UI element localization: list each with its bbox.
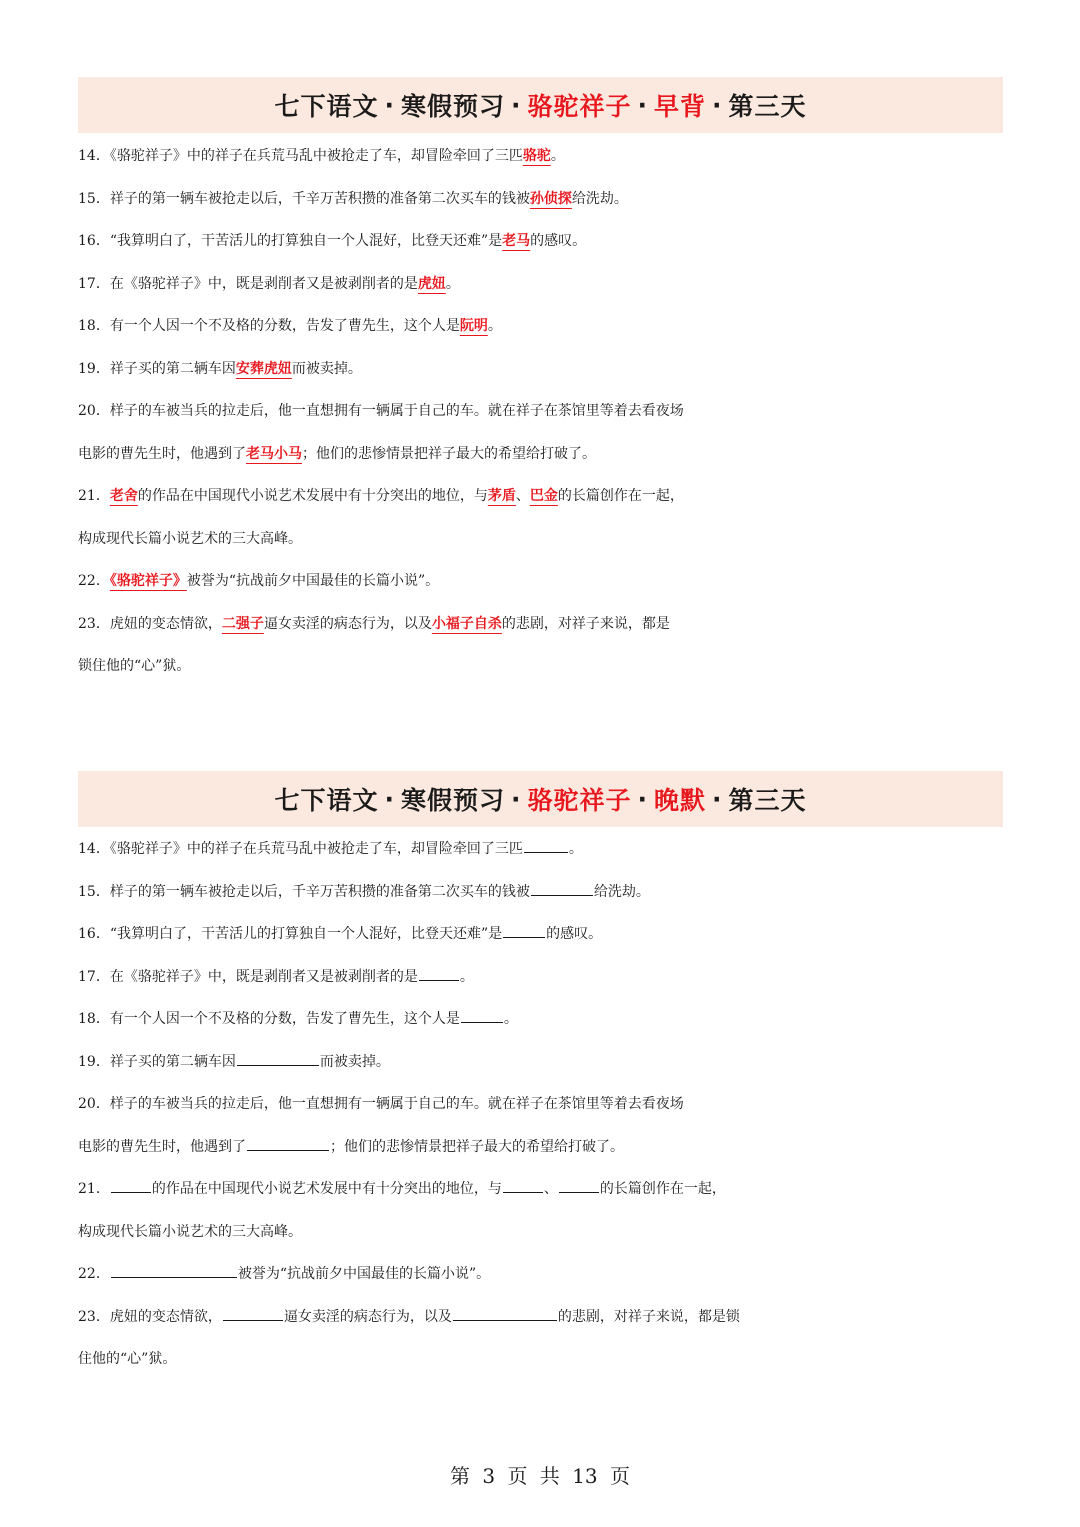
- question-20-line2: 电影的曹先生时，他遇到了老马小马；他们的悲惨情景把祥子最大的希望给打破了。: [78, 445, 596, 462]
- answer-blank: [237, 1045, 319, 1066]
- question-23-line2: 住他的“心”狱。: [78, 1351, 177, 1367]
- answer-blank: [247, 1130, 329, 1151]
- question-15: 15．样子的第一辆车被抢走以后，千辛万苦积攒的准备第二次买车的钱被 给洗劫。: [78, 871, 1008, 914]
- answer: 巴金: [529, 488, 558, 504]
- answer-blank: [503, 1172, 543, 1193]
- section-a-title: 七下语文 · 寒假预习 · 骆驼祥子 · 早背 · 第三天: [78, 77, 1003, 133]
- answer-blank: [111, 1257, 237, 1278]
- question-16: 16．“我算明白了，干苦活儿的打算独自一个人混好，比登天还难”是老马的感叹。: [78, 233, 587, 249]
- answer-blank: [223, 1300, 283, 1321]
- answer-blank: [453, 1300, 557, 1321]
- page-number: 第 3 页 共 13 页: [450, 1464, 630, 1488]
- answer: 孙侦探: [529, 190, 572, 207]
- question-22: 22．《骆驼祥子》被誉为“抗战前夕中国最佳的长篇小说”。: [78, 573, 440, 589]
- answer: 《骆驼祥子》: [109, 573, 187, 589]
- answer: 阮明: [459, 318, 488, 334]
- question-22: 22． 被誉为“抗战前夕中国最佳的长篇小说”。: [78, 1253, 1008, 1296]
- answer-blank: [559, 1172, 599, 1193]
- question-14: 14．《骆驼祥子》中的祥子在兵荒马乱中被抢走了车，却冒险牵回了三匹 。: [78, 828, 1008, 871]
- question-20-line2: 电影的曹先生时，他遇到了 ；他们的悲惨情景把祥子最大的希望给打破了。: [78, 1126, 1008, 1169]
- answer: 小福子自杀: [431, 615, 502, 632]
- question-16: 16．“我算明白了，干苦活儿的打算独自一个人混好，比登天还难”是 的感叹。: [78, 913, 1008, 956]
- question-21-line2: 构成现代长篇小说艺术的三大高峰。: [78, 530, 302, 547]
- answer: 老舍: [109, 488, 138, 504]
- answer: 虎妞: [417, 275, 446, 292]
- question-17: 17．在《骆驼祥子》中，既是剥削者又是被剥削者的是 。: [78, 956, 1008, 999]
- answer: 二强子: [221, 615, 264, 632]
- question-19: 19．祥子买的第二辆车因 而被卖掉。: [78, 1041, 1008, 1084]
- question-20-line1: 20．样子的车被当兵的拉走后，他一直想拥有一辆属于自己的车。就在祥子在茶馆里等着去看夜场: [78, 1096, 684, 1112]
- answer-blank: [111, 1172, 151, 1193]
- answer: 茅盾: [487, 488, 516, 504]
- question-21-line1: 21． 的作品在中国现代小说艺术发展中有十分突出的地位，与 、 的长篇创作在一起，: [78, 1168, 1008, 1211]
- answer-blank: [503, 917, 545, 938]
- question-20-line1: 20．样子的车被当兵的拉走后，他一直想拥有一辆属于自己的车。就在祥子在茶馆里等着去看夜场: [78, 403, 684, 419]
- question-14: 14．《骆驼祥子》中的祥子在兵荒马乱中被抢走了车，却冒险牵回了三匹骆驼。: [78, 148, 565, 164]
- section-a-list: [78, 135, 1008, 688]
- answer: 老马小马: [246, 445, 302, 462]
- question-23-line1: 23．虎妞的变态情欲，二强子逼女卖淫的病态行为，以及小福子自杀的悲剧，对祥子来说，都是: [78, 615, 670, 632]
- question-21-line2: 构成现代长篇小说艺术的三大高峰。: [78, 1223, 302, 1240]
- question-23-line1: 23．虎妞的变态情欲， 逼女卖淫的病态行为，以及 的悲剧，对祥子来说，都是锁: [78, 1296, 1008, 1339]
- answer: 老马: [502, 233, 531, 249]
- answer-blank: [461, 1002, 503, 1023]
- question-19: 19．祥子买的第二辆车因安葬虎妞而被卖掉。: [78, 360, 362, 377]
- answer-blank: [531, 875, 593, 896]
- question-17: 17．在《骆驼祥子》中，既是剥削者又是被剥削者的是虎妞。: [78, 275, 460, 292]
- question-18: 18．有一个人因一个不及格的分数，告发了曹先生，这个人是阮明。: [78, 318, 502, 334]
- section-b-list: [78, 828, 1008, 1381]
- question-18: 18．有一个人因一个不及格的分数，告发了曹先生，这个人是 。: [78, 998, 1008, 1041]
- section-b-title: 七下语文 · 寒假预习 · 骆驼祥子 · 晚默 · 第三天: [78, 771, 1003, 827]
- answer-blank: [419, 960, 459, 981]
- answer: 骆驼: [522, 148, 551, 164]
- question-21-line1: 21．老舍的作品在中国现代小说艺术发展中有十分突出的地位，与茅盾、巴金的长篇创作在一起，: [78, 488, 684, 504]
- answer: 安葬虎妞: [235, 360, 292, 377]
- question-23-line2: 锁住他的“心”狱。: [78, 658, 191, 674]
- answer-blank: [524, 832, 568, 853]
- question-15: 15．祥子的第一辆车被抢走以后，千辛万苦积攒的准备第二次买车的钱被孙侦探给洗劫。: [78, 190, 628, 207]
